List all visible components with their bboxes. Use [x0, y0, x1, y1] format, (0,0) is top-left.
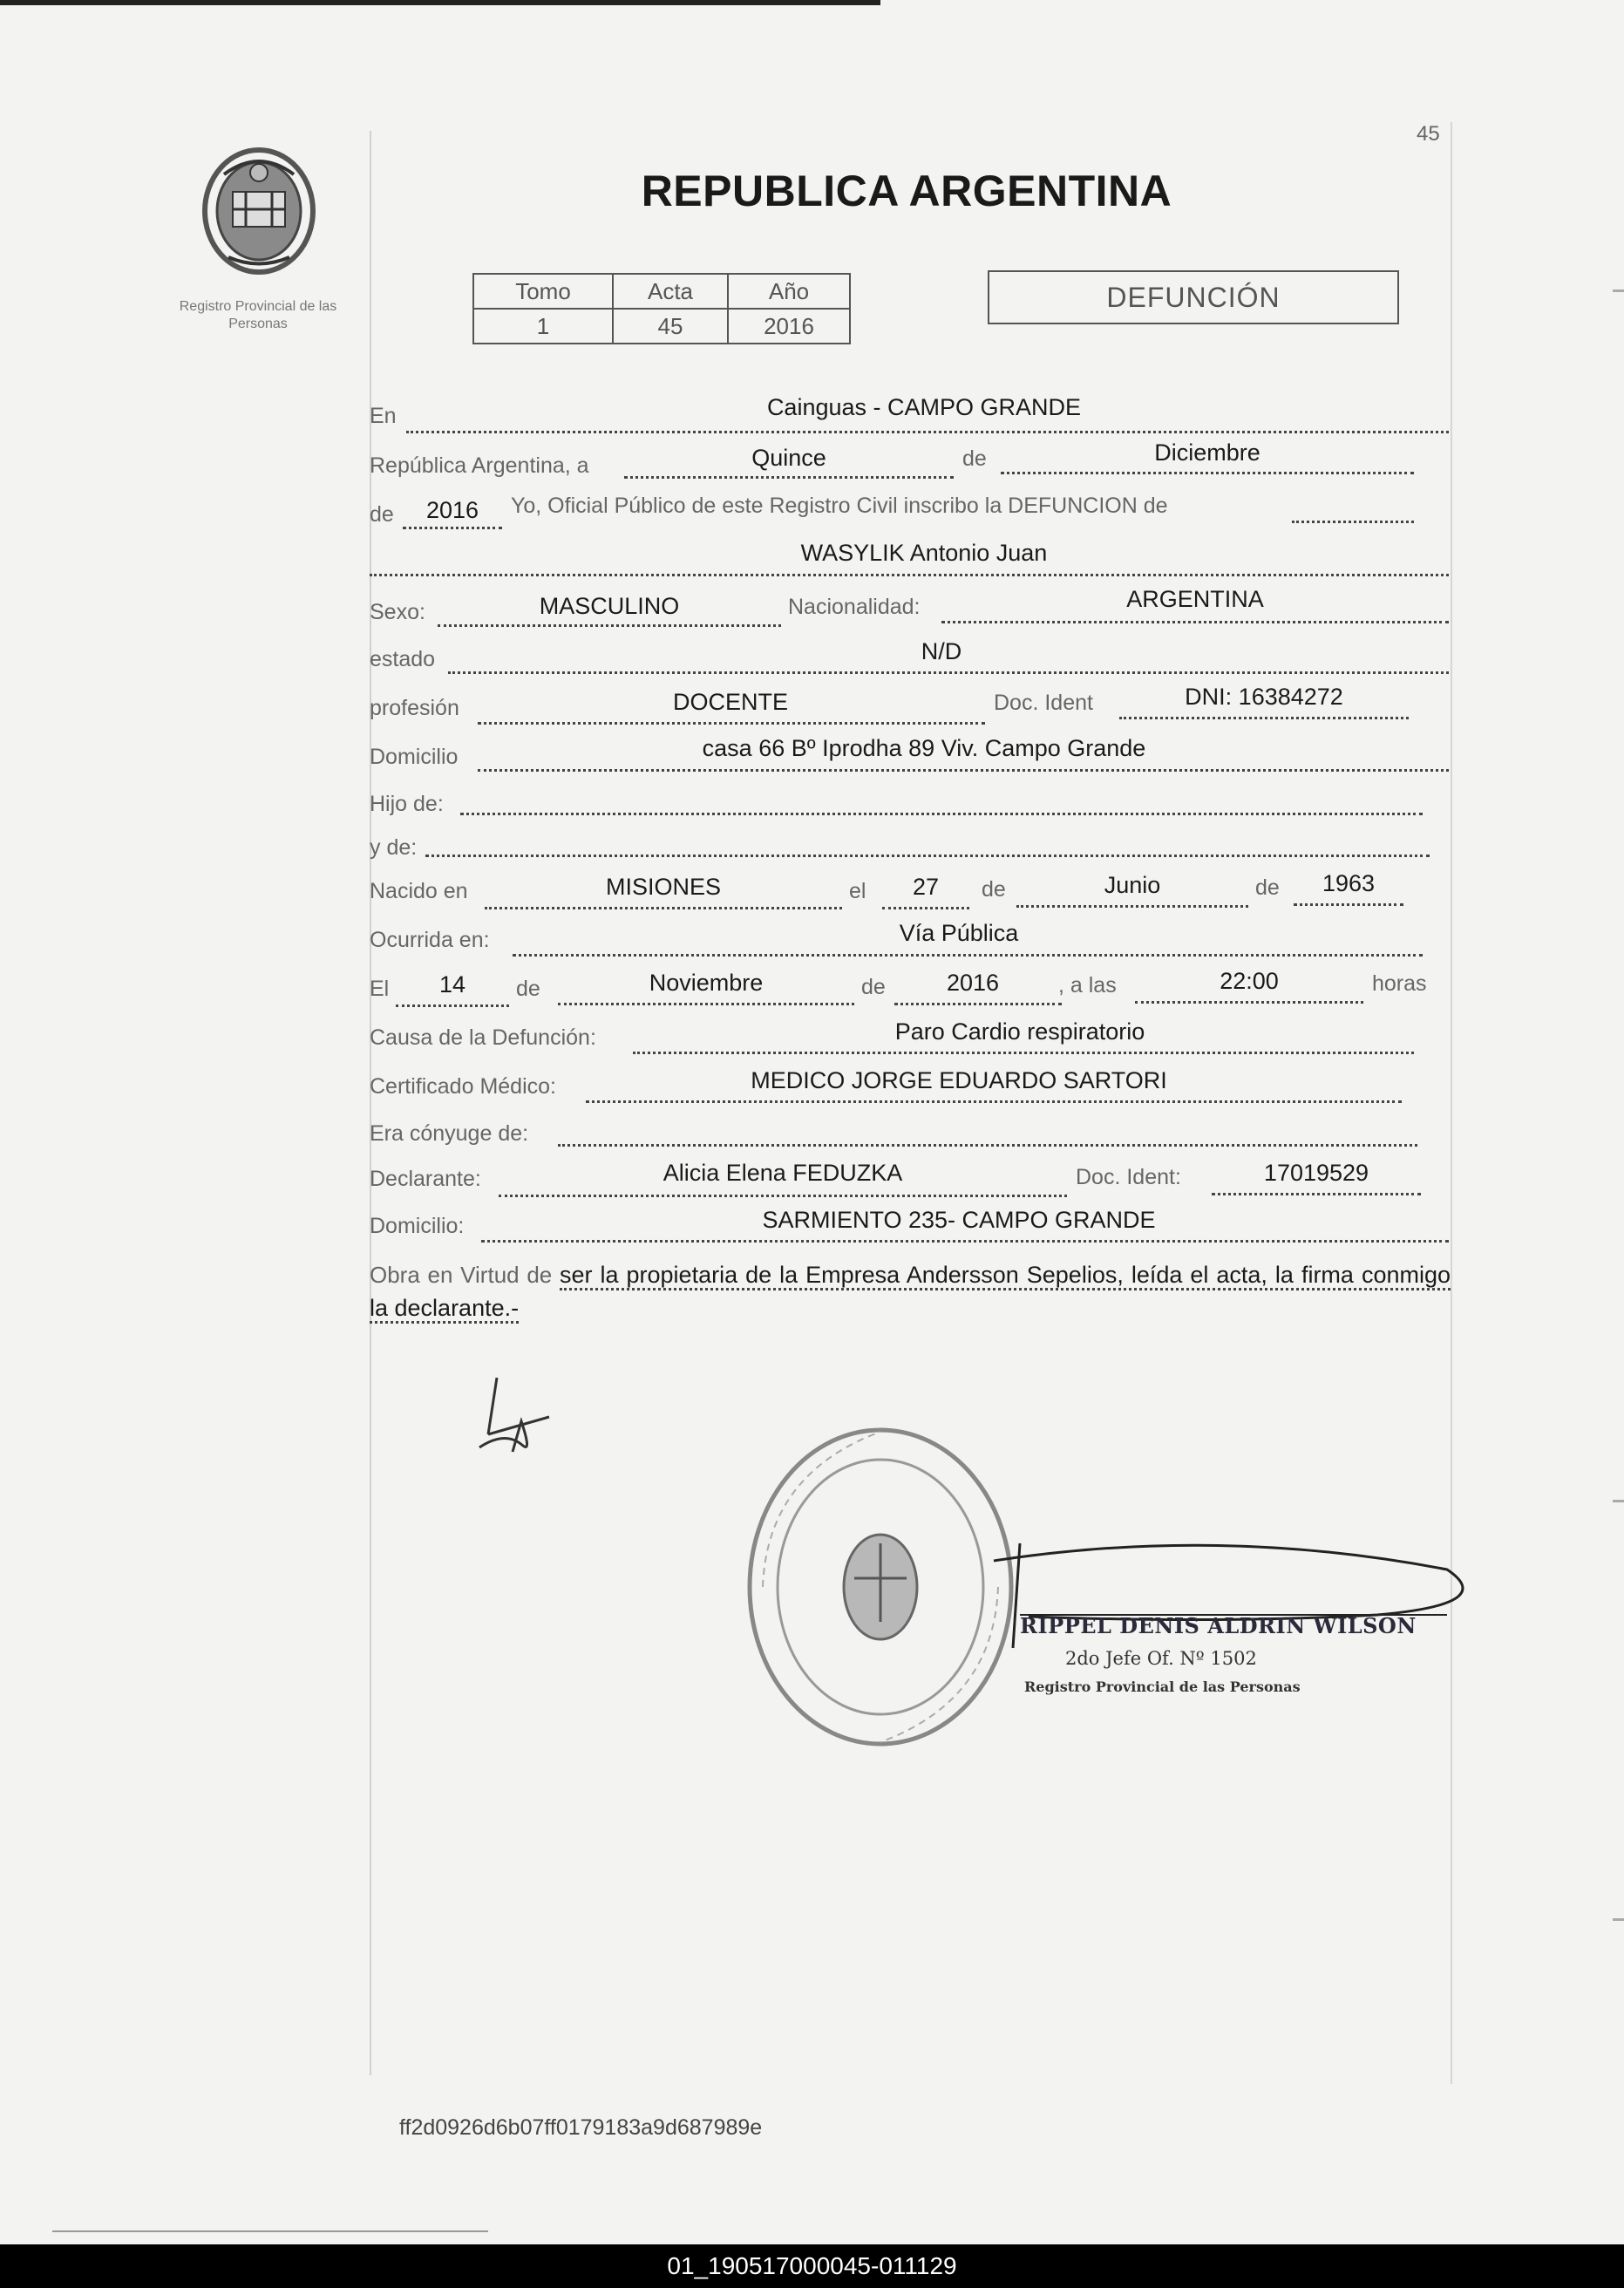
obra-label: Obra en Virtud de: [370, 1262, 553, 1288]
scan-edge-line: [52, 2230, 488, 2232]
year-value: 2016: [425, 497, 479, 523]
official-role: 2do Jefe Of. Nº 1502: [1065, 1648, 1257, 1669]
doc-ident-label: Doc. Ident: [994, 691, 1093, 715]
fill-line: [478, 722, 985, 725]
fill-line: [1292, 521, 1414, 523]
obra-value: ser la propietaria de la Empresa Andersson Sepelios, leída el acta, la firma conmigo la declarante.-: [370, 1262, 1451, 1324]
page-number: 45: [1417, 122, 1440, 146]
ocurrida-label: Ocurrida en:: [370, 928, 490, 952]
profesion-label: profesión: [370, 696, 459, 720]
official-org: Registro Provincial de las Personas: [1024, 1679, 1301, 1695]
nacionalidad-value: ARGENTINA: [1126, 586, 1264, 612]
sexo-label: Sexo:: [370, 600, 425, 624]
doc-ident-label: Doc. Ident:: [1076, 1165, 1181, 1189]
fill-line: [1119, 717, 1409, 719]
fill-line: [558, 1003, 854, 1005]
scan-top-edge: [0, 0, 880, 5]
obra-paragraph: [370, 1258, 1451, 1324]
month-value: Diciembre: [1154, 439, 1260, 466]
de-label: de: [516, 977, 540, 1001]
declarante-doc-value: 17019529: [1263, 1160, 1369, 1186]
birth-month-value: Junio: [1104, 872, 1161, 898]
deceased-name-value: WASYLIK Antonio Juan: [800, 540, 1048, 566]
fill-line: [1294, 903, 1403, 906]
fill-line: [1212, 1193, 1421, 1195]
de-label: de: [982, 877, 1006, 902]
fill-line: [448, 671, 1449, 674]
table-cell-tomo: 1: [473, 309, 613, 344]
estado-label: estado: [370, 647, 436, 671]
reference-table: [472, 273, 851, 344]
fill-line: [633, 1052, 1414, 1054]
declarante-label: Declarante:: [370, 1167, 481, 1191]
document-title: REPUBLICA ARGENTINA: [641, 167, 1172, 215]
fill-line: [894, 1003, 1062, 1005]
fill-line: [586, 1100, 1402, 1103]
hijo-label: Hijo de:: [370, 792, 444, 816]
de-label: de: [1255, 875, 1280, 900]
declarante-domicilio-value: SARMIENTO 235- CAMPO GRANDE: [762, 1207, 1156, 1233]
fill-line: [406, 431, 1449, 433]
nacido-value: MISIONES: [605, 874, 722, 900]
fill-line: [1001, 472, 1414, 474]
de-label: de: [962, 446, 987, 471]
registry-caption: Registro Provincial de las Personas: [179, 299, 337, 331]
death-time-value: 22:00: [1220, 968, 1279, 994]
sexo-value: MASCULINO: [539, 593, 680, 619]
table-cell-ano: 2016: [728, 309, 850, 344]
fill-line: [481, 1240, 1449, 1243]
certificado-value: MEDICO JORGE EDUARDO SARTORI: [751, 1067, 1167, 1093]
de-label: de: [370, 502, 394, 527]
edge-tick: [1613, 289, 1624, 292]
causa-label: Causa de la Defunción:: [370, 1025, 596, 1050]
file-id-label: 01_190517000045-011129: [667, 2252, 957, 2279]
nacionalidad-label: Nacionalidad:: [788, 595, 921, 619]
conyuge-label: Era cónyuge de:: [370, 1121, 529, 1146]
inscribe-text: Yo, Oficial Público de este Registro Civil inscribo la DEFUNCION de: [511, 494, 1168, 518]
doc-ident-value: DNI: 16384272: [1185, 684, 1343, 710]
y-de-label: y de:: [370, 835, 418, 860]
de-label: de: [861, 975, 886, 999]
right-margin-line: [1451, 122, 1452, 2084]
death-year-value: 2016: [946, 970, 1000, 996]
el-label: El: [370, 977, 390, 1001]
a-las-label: , a las: [1058, 973, 1117, 998]
fill-line: [1016, 905, 1248, 908]
table-header-tomo: Tomo: [473, 274, 613, 309]
table-cell-acta: 45: [613, 309, 728, 344]
day-word-value: Quince: [751, 445, 826, 471]
table-header-acta: Acta: [613, 274, 728, 309]
fill-line: [478, 769, 1449, 772]
record-type-box: DEFUNCIÓN: [988, 270, 1399, 324]
document-hash: ff2d0926d6b07ff0179183a9d687989e: [399, 2115, 763, 2140]
official-name: RIPPEL DENIS ALDRIN WILSON: [1020, 1613, 1417, 1638]
en-label: En: [370, 404, 397, 428]
fill-line: [499, 1195, 1067, 1197]
profesion-value: DOCENTE: [672, 689, 788, 715]
fill-line: [370, 574, 1449, 576]
fill-line: [460, 813, 1423, 815]
provincial-crest-icon: [194, 140, 324, 279]
fill-line: [485, 907, 842, 909]
birth-day-value: 27: [912, 874, 940, 900]
official-signature-icon: [959, 1535, 1482, 1657]
declarant-signature-icon: [471, 1369, 575, 1465]
birth-year-value: 1963: [1322, 870, 1376, 896]
fill-line: [396, 1004, 509, 1007]
estado-value: N/D: [921, 638, 962, 664]
nacido-label: Nacido en: [370, 879, 468, 903]
death-day-value: 14: [438, 971, 466, 998]
death-month-value: Noviembre: [649, 970, 764, 996]
republica-label: República Argentina, a: [370, 453, 589, 478]
table-header-ano: Año: [728, 274, 850, 309]
causa-value: Paro Cardio respiratorio: [894, 1018, 1145, 1045]
domicilio-label: Domicilio: [370, 745, 459, 769]
fill-line: [1135, 1001, 1363, 1004]
certificado-label: Certificado Médico:: [370, 1074, 556, 1099]
domicilio-value: casa 66 Bº Iprodha 89 Viv. Campo Grande: [702, 735, 1146, 761]
fill-line: [513, 954, 1423, 957]
edge-tick: [1613, 1918, 1624, 1921]
fill-line: [558, 1144, 1417, 1147]
fill-line: [403, 527, 502, 529]
fill-line: [882, 907, 969, 909]
place-value: Cainguas - CAMPO GRANDE: [766, 394, 1082, 420]
declarante-value: Alicia Elena FEDUZKA: [663, 1160, 903, 1186]
horas-label: horas: [1372, 971, 1427, 996]
fill-line: [624, 476, 954, 479]
domicilio-label: Domicilio:: [370, 1214, 465, 1238]
ocurrida-value: Vía Pública: [899, 920, 1019, 946]
fill-line: [941, 621, 1449, 623]
fill-line: [425, 855, 1430, 857]
fill-line: [438, 624, 781, 627]
el-label: el: [849, 879, 866, 903]
edge-tick: [1613, 1500, 1624, 1502]
